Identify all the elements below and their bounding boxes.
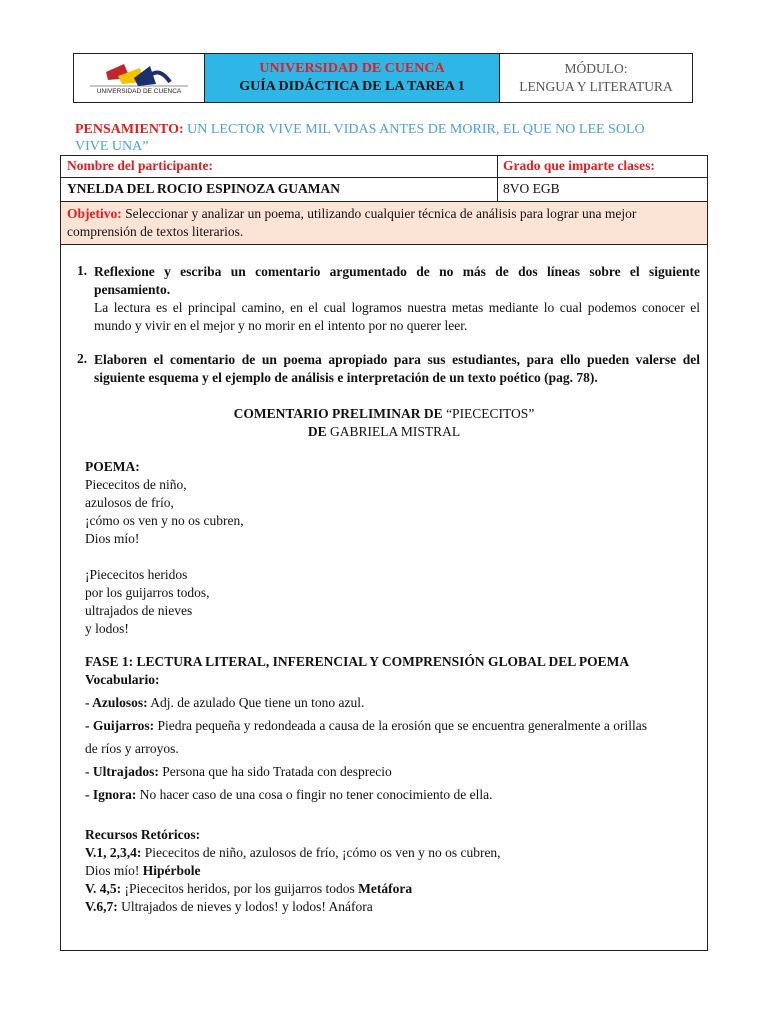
comment-title-part4: GABRIELA MISTRAL (326, 424, 461, 439)
vocab-item (85, 783, 705, 806)
resource-figure: Metáfora (358, 881, 413, 896)
university-logo-icon (84, 58, 194, 98)
thought-label: PENSAMIENTO: (75, 122, 184, 137)
vocab-term: - Guijarros: (85, 718, 155, 733)
poem-verse: y lodos! (85, 621, 129, 636)
q1-answer-line2: mundo y vivir en el mejor y no morir en el intento por no querer leer. (94, 318, 468, 333)
university-name: UNIVERSIDAD DE CUENCA (259, 61, 445, 76)
objective-label: Objetivo: (67, 206, 122, 221)
poem-verse: ¡Piececitos heridos (85, 567, 188, 582)
module-label: MÓDULO: (564, 61, 628, 76)
poem-verse: Dios mío! (85, 531, 140, 546)
rhetorical-resources (85, 826, 705, 916)
participant-name-label: Nombre del participante: (67, 158, 213, 173)
poem-verse: ultrajados de nieves (85, 603, 193, 618)
poem-verse: Piececitos de niño, (85, 477, 187, 492)
resource-text: ¡Piececitos heridos, por los guijarros todos (121, 881, 359, 896)
resource-ref: V.1, 2,3,4: (85, 845, 142, 860)
comment-title (60, 405, 708, 441)
vocabulary-list (85, 691, 705, 806)
q2-number: 2. (77, 351, 88, 366)
comment-title-part3: DE (307, 424, 327, 439)
module-cell (500, 54, 692, 102)
header-table (73, 53, 693, 103)
resource-text: Dios mío! (85, 863, 143, 878)
phase1-title: FASE 1: LECTURA LITERAL, INFERENCIAL Y COMPRENSIÓN GLOBAL DEL POEMA (85, 654, 630, 669)
divider (497, 155, 498, 201)
vocab-item (85, 737, 705, 760)
guide-title: GUÍA DIDÁCTICA DE LA TAREA 1 (239, 79, 465, 94)
poem-verse: azulosos de frío, (85, 495, 174, 510)
q2-question-line2: siguiente esquema y el ejemplo de análisis e interpretación de un texto poético (pag. 78). (94, 370, 598, 385)
comment-title-part2: “PIECECITOS” (446, 406, 535, 421)
thought-text-line2: VIVE UNA” (75, 139, 149, 154)
vocab-item (85, 760, 705, 783)
poem-verse: por los guijarros todos, (85, 585, 210, 600)
vocabulary-label: Vocabulario: (85, 672, 160, 687)
q2-question-line1: Elaboren el comentario de un poema apropiado para sus estudiantes, para ello pueden valerse del (94, 352, 700, 367)
objective-text-line1: Seleccionar y analizar un poema, utilizando cualquier técnica de análisis para lograr una mejor (125, 206, 637, 221)
vocab-item (85, 691, 705, 714)
vocab-term: - Ignora: (85, 787, 137, 802)
university-logo (74, 54, 205, 102)
poem-label: POEMA: (85, 459, 140, 474)
q2 (94, 351, 700, 387)
resource-text: Piececitos de niño, azulosos de frío, ¡cómo os ven y no os cubren, (141, 845, 501, 860)
objective-text-line2: comprensión de textos literarios. (67, 224, 244, 239)
thought-text-line1: UN LECTOR VIVE MIL VIDAS ANTES DE MORIR, EL QUE NO LEE SOLO (187, 122, 645, 137)
module-name: LENGUA Y LITERATURA (519, 79, 673, 94)
vocab-def: No hacer caso de una cosa o fingir no tener conocimiento de ella. (136, 787, 493, 802)
comment-title-part1: COMENTARIO PRELIMINAR DE (233, 406, 447, 421)
participant-name: YNELDA DEL ROCIO ESPINOZA GUAMAN (67, 181, 341, 196)
grade-value: 8VO EGB (503, 181, 560, 196)
phase1 (85, 653, 705, 806)
resource-figure: Hipérbole (142, 863, 201, 878)
logo-text: UNIVERSIDAD DE CUENCA (96, 88, 182, 95)
q1-question-line1: Reflexione y escriba un comentario argumentado de no más de dos líneas sobre el siguiente (94, 264, 700, 279)
vocab-item (85, 714, 705, 737)
q1-question-line2: pensamiento. (94, 282, 171, 297)
q1 (94, 263, 700, 335)
poem (85, 458, 485, 638)
vocab-def: de ríos y arroyos. (85, 741, 179, 756)
divider (60, 244, 708, 245)
vocab-def: Persona que ha sido Tratada con desprecio (158, 764, 392, 779)
resource-text: Ultrajados de nieves y lodos! y lodos! Anáfora (117, 899, 373, 914)
thought (75, 121, 715, 155)
resource-ref: V.6,7: (85, 899, 118, 914)
vocab-term: - Azulosos: (85, 695, 148, 710)
divider (60, 177, 708, 178)
vocab-term: - Ultrajados: (85, 764, 159, 779)
resources-label: Recursos Retóricos: (85, 827, 201, 842)
resource-ref: V. 4,5: (85, 881, 122, 896)
vocab-def: Piedra pequeña y redondeada a causa de la erosión que se encuentra generalmente a orillas (154, 718, 648, 733)
poem-verse: ¡cómo os ven y no os cubren, (85, 513, 244, 528)
header-title-cell (205, 54, 500, 102)
divider (60, 201, 708, 202)
objective (67, 205, 703, 241)
q1-number: 1. (77, 263, 88, 278)
grade-label: Grado que imparte clases: (503, 158, 655, 173)
vocab-def: Adj. de azulado Que tiene un tono azul. (147, 695, 365, 710)
q1-answer-line1: La lectura es el principal camino, en el cual logramos nuestra metas mediante lo cual podemos conocer el (94, 300, 700, 315)
